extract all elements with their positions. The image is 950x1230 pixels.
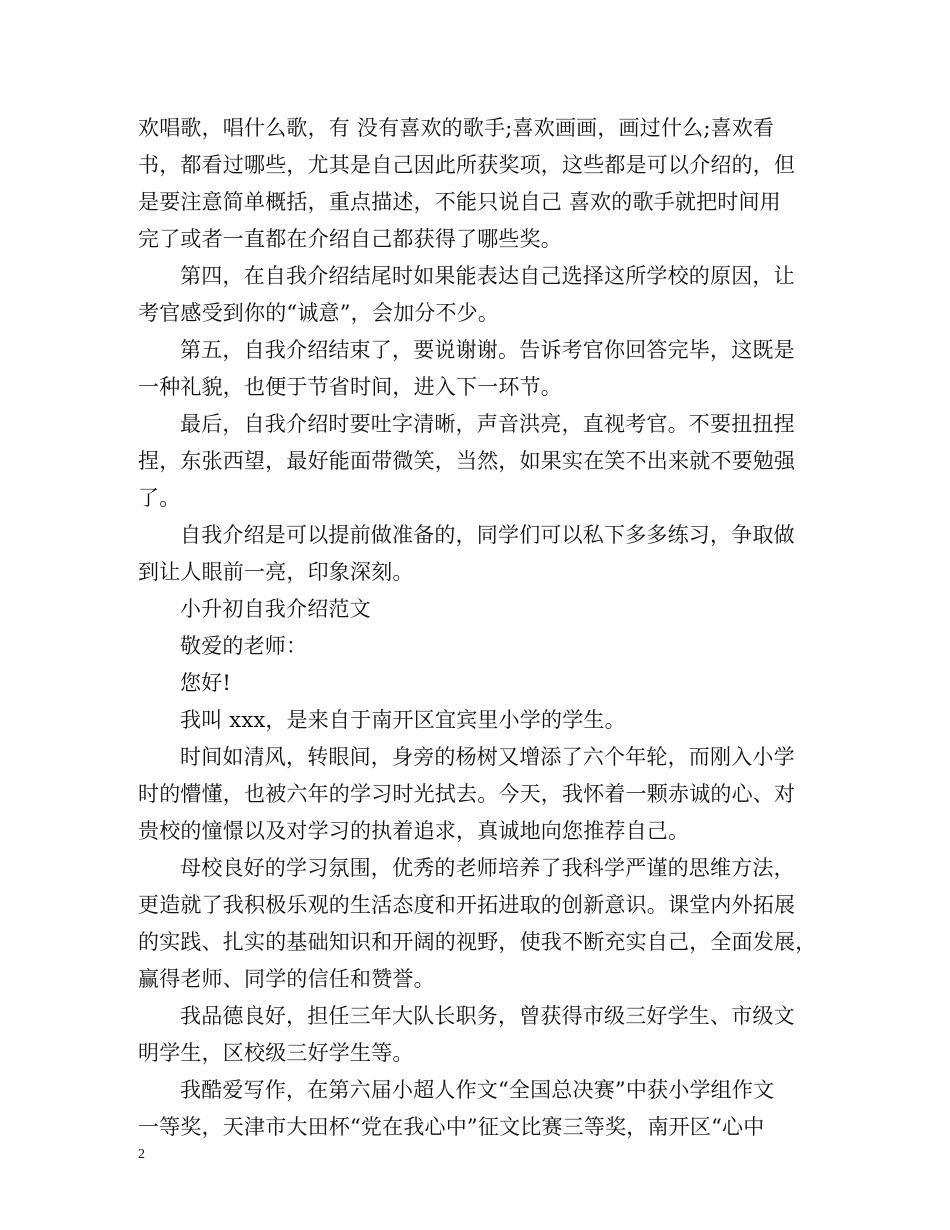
text-line: 完了或者一直都在介绍自己都获得了哪些奖。 [138, 227, 562, 251]
text-line: 第四，在自我介绍结尾时如果能表达自己选择这所学校的原因，让 [180, 264, 795, 288]
text-line: 赢得老师、同学的信任和赞誉。 [138, 967, 435, 991]
text-line: 的实践、扎实的基础知识和开阔的视野，使我不断充实自己，全面发展， [138, 930, 817, 954]
text-line: 最后，自我介绍时要吐字清晰，声音洪亮，直视考官。不要扭扭捏 [180, 412, 795, 436]
text-line: 我酷爱写作，在第六届小超人作文“全国总决赛”中获小学组作文 [180, 1078, 775, 1102]
text-line: 第五，自我介绍结束了，要说谢谢。告诉考官你回答完毕，这既是 [180, 338, 795, 362]
text-line: 贵校的憧憬以及对学习的执着追求，真诚地向您推荐自己。 [138, 819, 690, 843]
text-line: 了。 [138, 486, 181, 510]
text-line: 我品德良好，担任三年大队长职务，曾获得市级三好学生、市级文 [180, 1004, 795, 1028]
text-line: 自我介绍是可以提前做准备的，同学们可以私下多多练习，争取做 [180, 523, 795, 547]
text-line: 到让人眼前一亮，印象深刻。 [138, 560, 414, 584]
text-line: 时间如清风，转眼间，身旁的杨树又增添了六个年轮，而刚入小学 [180, 745, 795, 769]
text-line: 时的懵懂，也被六年的学习时光拭去。今天，我怀着一颗赤诚的心、对 [138, 782, 796, 806]
text-line: 更造就了我积极乐观的生活态度和开拓进取的创新意识。课堂内外拓展 [138, 893, 796, 917]
text-line: 书，都看过哪些，尤其是自己因此所获奖项，这些都是可以介绍的，但 [138, 153, 796, 177]
text-line: 您好! [180, 671, 232, 695]
text-line: 明学生，区校级三好学生等。 [138, 1041, 414, 1065]
text-line: 考官感受到你的“诚意”，会加分不少。 [138, 301, 500, 325]
document-body [138, 110, 817, 1146]
text-line: 是要注意简单概括，重点描述，不能只说自己 喜欢的歌手就把时间用 [138, 190, 781, 214]
text-line: 母校良好的学习氛围，优秀的老师培养了我科学严谨的思维方法， [180, 856, 795, 880]
text-line: 敬爱的老师： [180, 634, 308, 658]
page-number: 2 [138, 1147, 145, 1162]
text-line: 欢唱歌，唱什么歌，有 没有喜欢的歌手;喜欢画画，画过什么;喜欢看 [138, 116, 775, 140]
text-line: 我叫 xxx，是来自于南开区宜宾里小学的学生。 [180, 708, 626, 732]
text-line: 一等奖，天津市大田杯“党在我心中”征文比赛三等奖，南开区“心中 [138, 1115, 765, 1139]
text-line: 一种礼貌，也便于节省时间，进入下一环节。 [138, 375, 562, 399]
text-line: 小升初自我介绍范文 [180, 597, 371, 621]
text-line: 捏，东张西望，最好能面带微笑，当然，如果实在笑不出来就不要勉强 [138, 449, 796, 473]
